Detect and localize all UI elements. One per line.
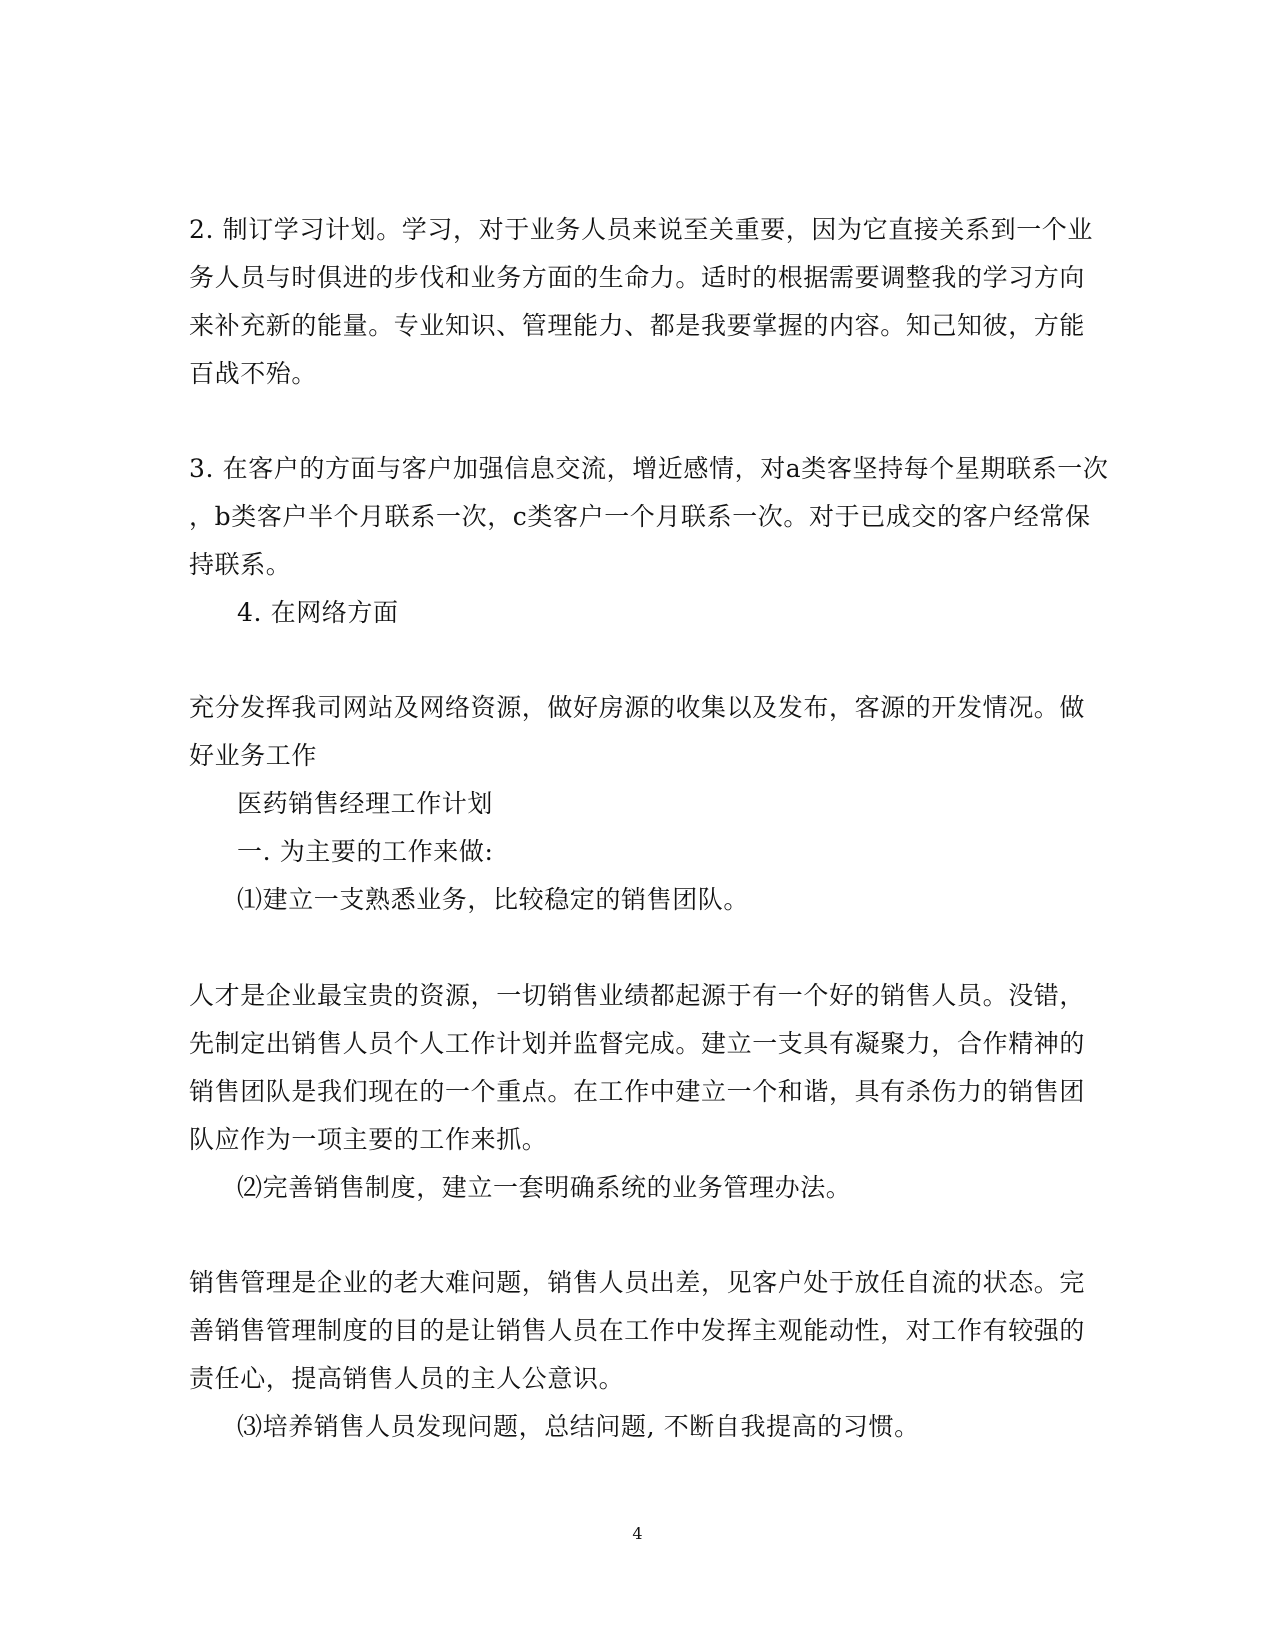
paragraph-line: 人才是企业最宝贵的资源，一切销售业绩都起源于有一个好的销售人员。没错，	[189, 981, 1086, 1010]
paragraph-line: 务人员与时俱进的步伐和业务方面的生命力。适时的根据需要调整我的学习方向	[189, 263, 1086, 292]
paragraph-line: 责任心，提高销售人员的主人公意识。	[189, 1364, 625, 1393]
section-heading: 4. 在网络方面	[237, 598, 399, 627]
paragraph-line: ，b类客户半个月联系一次，c类客户一个月联系一次。对于已成交的客户经常保	[189, 502, 1091, 531]
paragraph-line: 先制定出销售人员个人工作计划并监督完成。建立一支具有凝聚力，合作精神的	[189, 1029, 1086, 1058]
document-title: 医药销售经理工作计划	[237, 789, 494, 818]
paragraph-line: 队应作为一项主要的工作来抓。	[189, 1125, 548, 1154]
paragraph-line: 百战不殆。	[189, 359, 318, 388]
paragraph-line: 来补充新的能量。专业知识、管理能力、都是我要掌握的内容。知己知彼，方能	[189, 311, 1086, 340]
page-number: 4	[632, 1524, 643, 1543]
paragraph-line: 销售管理是企业的老大难问题，销售人员出差，见客户处于放任自流的状态。完	[189, 1268, 1086, 1297]
list-item-heading: ⑶培养销售人员发现问题，总结问题, 不断自我提高的习惯。	[237, 1412, 920, 1441]
list-item-heading: ⑵完善销售制度，建立一套明确系统的业务管理办法。	[237, 1173, 852, 1202]
paragraph-line: 2. 制订学习计划。学习，对于业务人员来说至关重要，因为它直接关系到一个业	[189, 215, 1094, 244]
section-heading: 一. 为主要的工作来做:	[237, 837, 494, 866]
paragraph-line: 善销售管理制度的目的是让销售人员在工作中发挥主观能动性，对工作有较强的	[189, 1316, 1086, 1345]
paragraph-line: 销售团队是我们现在的一个重点。在工作中建立一个和谐，具有杀伤力的销售团	[189, 1077, 1086, 1106]
paragraph-line: 好业务工作	[189, 741, 318, 770]
list-item-heading: ⑴建立一支熟悉业务，比较稳定的销售团队。	[237, 885, 750, 914]
paragraph-line: 持联系。	[189, 550, 292, 579]
paragraph-line: 充分发挥我司网站及网络资源，做好房源的收集以及发布，客源的开发情况。做	[189, 693, 1086, 722]
paragraph-line: 3. 在客户的方面与客户加强信息交流，增近感情，对a类客坚持每个星期联系一次	[189, 454, 1109, 483]
